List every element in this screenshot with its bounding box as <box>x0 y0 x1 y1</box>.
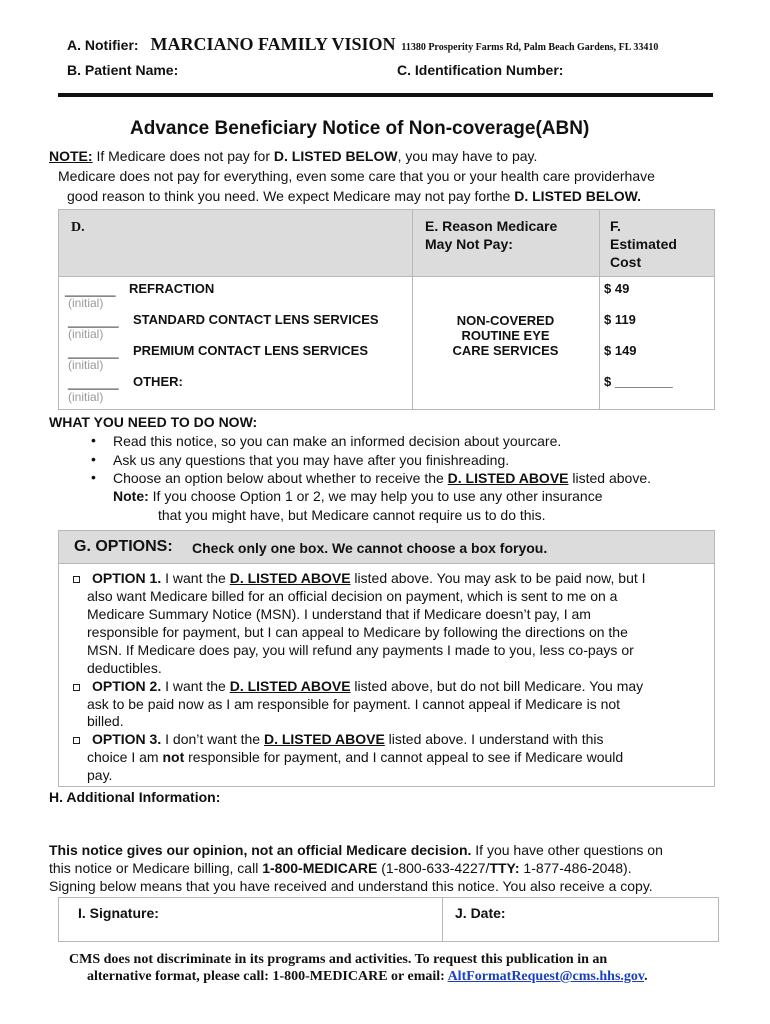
option-1-label: OPTION 1. <box>92 570 162 586</box>
footer-text: this notice or Medicare billing, call <box>49 860 263 876</box>
intro-listed-below: D. LISTED BELOW <box>273 148 398 164</box>
option-3-label: OPTION 3. <box>92 731 162 747</box>
tty-label: TTY: <box>489 860 520 876</box>
todo-item-1: Read this notice, so you can make an informed decision about yourcare. <box>113 433 562 449</box>
option-1-line-2: also want Medicare billed for an official decision on payment, which is sent to me on a <box>87 588 618 604</box>
option-2-checkbox[interactable] <box>73 684 80 691</box>
signature-box <box>58 897 719 942</box>
listed-above-ref: D. LISTED ABOVE <box>447 470 569 486</box>
intro-line-1 <box>49 148 537 164</box>
signature-field[interactable]: I. Signature: <box>78 905 159 921</box>
signature-divider <box>442 898 443 941</box>
bullet-icon: • <box>91 451 96 467</box>
item-standard-contact-lens: STANDARD CONTACT LENS SERVICES <box>133 312 379 327</box>
intro-text: , you may have to pay. <box>397 148 538 164</box>
todo-item-2: Ask us any questions that you may have after you finishreading. <box>113 452 510 468</box>
cms-notice-line-1: CMS does not discriminate in its programs and activities. To request this publication in an <box>69 952 608 967</box>
initial-blank-3[interactable]: _______ <box>68 344 119 359</box>
initial-blank-1[interactable]: _______ <box>65 282 116 297</box>
todo-text: Choose an option below about whether to receive the <box>113 470 448 486</box>
options-instruction: Check only one box. We cannot choose a box foryou. <box>192 540 548 556</box>
option-3-line-2 <box>87 748 623 766</box>
patient-name-label: B. Patient Name: <box>67 62 179 78</box>
initial-hint-4: (initial) <box>68 390 104 404</box>
col-f-header-3: Cost <box>610 254 642 270</box>
option-3-line-3: pay. <box>87 767 113 783</box>
intro-text: good reason to think you need. We expect Medicare may not pay forthe <box>67 188 515 204</box>
option-2-line-3: billed. <box>87 713 124 729</box>
option-text: I want the <box>161 570 230 586</box>
options-heading: G. OPTIONS: <box>74 538 173 555</box>
option-text: listed above. You may ask to be paid now, but I <box>350 570 646 586</box>
page-title: Advance Beneficiary Notice of Non-coverage(ABN) <box>130 118 590 139</box>
col-f-header-2: Estimated <box>610 236 677 252</box>
cost-premium-contact-lens: $ 149 <box>604 343 637 358</box>
reason-line-2: ROUTINE EYE <box>461 328 550 343</box>
initial-hint-3: (initial) <box>68 358 104 372</box>
listed-above-ref: D. LISTED ABOVE <box>229 678 351 694</box>
option-1-checkbox[interactable] <box>73 576 80 583</box>
notifier-label: A. Notifier: <box>67 37 139 53</box>
cms-text: alternative format, please call: 1-800-MEDICARE or email: <box>87 969 448 984</box>
option-text-emphasis: not <box>162 749 185 765</box>
option-2 <box>73 677 643 695</box>
footer-line-2 <box>49 860 632 876</box>
footer-opinion: This notice gives our opinion, not an official Medicare decision. <box>49 842 472 858</box>
cms-email-link[interactable]: AltFormatRequest@cms.hhs.gov <box>447 969 645 984</box>
col-e-header-1: E. Reason Medicare <box>425 218 558 234</box>
listed-above-ref: D. LISTED ABOVE <box>229 570 351 586</box>
item-refraction: REFRACTION <box>129 281 215 296</box>
options-header <box>59 531 714 564</box>
cost-other[interactable]: $ ________ <box>604 374 673 389</box>
bullet-icon: • <box>91 469 96 485</box>
option-1-line-6: deductibles. <box>87 660 162 676</box>
option-2-line-2: ask to be paid now as I am responsible for payment. I cannot appeal if Medicare is not <box>87 696 621 712</box>
option-text: responsible for payment, and I cannot appeal to see if Medicare would <box>184 749 624 765</box>
option-2-label: OPTION 2. <box>92 678 162 694</box>
todo-note-text: If you choose Option 1 or 2, we may help you to use any other insurance <box>148 488 603 504</box>
cms-text: . <box>644 969 648 984</box>
additional-info-heading: H. Additional Information: <box>49 789 221 805</box>
todo-item-3 <box>113 470 651 486</box>
notifier-address: 11380 Prosperity Farms Rd, Palm Beach Gardens, FL 33410 <box>401 42 659 53</box>
table-divider <box>599 210 600 409</box>
option-3 <box>73 730 603 748</box>
col-e-header-2: May Not Pay: <box>425 236 513 252</box>
medicare-phone: 1-800-MEDICARE <box>262 860 378 876</box>
option-1 <box>73 569 646 587</box>
option-1-line-5: MSN. If Medicare does pay, you will refund any payments I made to you, less co-pays or <box>87 642 634 658</box>
reason-line-1: NON-COVERED <box>456 313 555 328</box>
intro-text: If Medicare does not pay for <box>92 148 274 164</box>
intro-line-3 <box>67 188 641 204</box>
note-label: Note: <box>113 488 149 504</box>
services-table <box>58 209 715 410</box>
intro-line-2: Medicare does not pay for everything, even some care that you or your health care providerhave <box>58 168 655 184</box>
cost-refraction: $ 49 <box>604 281 630 296</box>
footer-text: 1-877-486-2048). <box>519 860 632 876</box>
cost-standard-contact-lens: $ 119 <box>604 312 636 327</box>
option-text: choice I am <box>87 749 163 765</box>
option-text: listed above. I understand with this <box>384 731 604 747</box>
footer-text: If you have other questions on <box>471 842 663 858</box>
option-text: I don’t want the <box>161 731 264 747</box>
initial-blank-2[interactable]: _______ <box>68 313 119 328</box>
cms-notice-line-2 <box>87 969 648 985</box>
header-divider <box>58 93 713 97</box>
footer-text: (1-800-633-4227/ <box>377 860 490 876</box>
option-text: listed above, but do not bill Medicare. You may <box>350 678 644 694</box>
options-box <box>58 530 715 787</box>
todo-text: listed above. <box>568 470 651 486</box>
item-premium-contact-lens: PREMIUM CONTACT LENS SERVICES <box>133 343 368 358</box>
todo-note-1 <box>113 488 603 504</box>
option-1-line-4: responsible for payment, but I can appeal to Medicare by following the directions on the <box>87 624 628 640</box>
date-field[interactable]: J. Date: <box>455 905 506 921</box>
initial-hint-2: (initial) <box>68 327 104 341</box>
notifier-name: MARCIANO FAMILY VISION <box>150 34 396 54</box>
reason-line-3: CARE SERVICES <box>452 343 559 358</box>
notifier-row <box>67 34 658 55</box>
option-3-checkbox[interactable] <box>73 737 80 744</box>
todo-note-2: that you might have, but Medicare cannot require us to do this. <box>158 507 546 523</box>
identification-number-label: C. Identification Number: <box>397 62 564 78</box>
bullet-icon: • <box>91 432 96 448</box>
footer-line-3: Signing below means that you have received and understand this notice. You also receive a copy. <box>49 878 653 894</box>
footer-line-1 <box>49 842 663 858</box>
item-other: OTHER: <box>133 374 183 389</box>
table-divider <box>412 210 413 409</box>
option-text: I want the <box>161 678 230 694</box>
listed-above-ref: D. LISTED ABOVE <box>263 731 385 747</box>
option-1-line-3: Medicare Summary Notice (MSN). I understand that if Medicare doesn’t pay, I am <box>87 606 591 622</box>
note-label: NOTE: <box>49 148 93 164</box>
col-f-header-1: F. <box>610 218 621 234</box>
initial-hint-1: (initial) <box>68 296 104 310</box>
col-d-header: D. <box>71 220 85 235</box>
initial-blank-4[interactable]: _______ <box>68 375 119 390</box>
todo-heading: WHAT YOU NEED TO DO NOW: <box>49 414 258 430</box>
intro-listed-below: D. LISTED BELOW. <box>514 188 642 204</box>
